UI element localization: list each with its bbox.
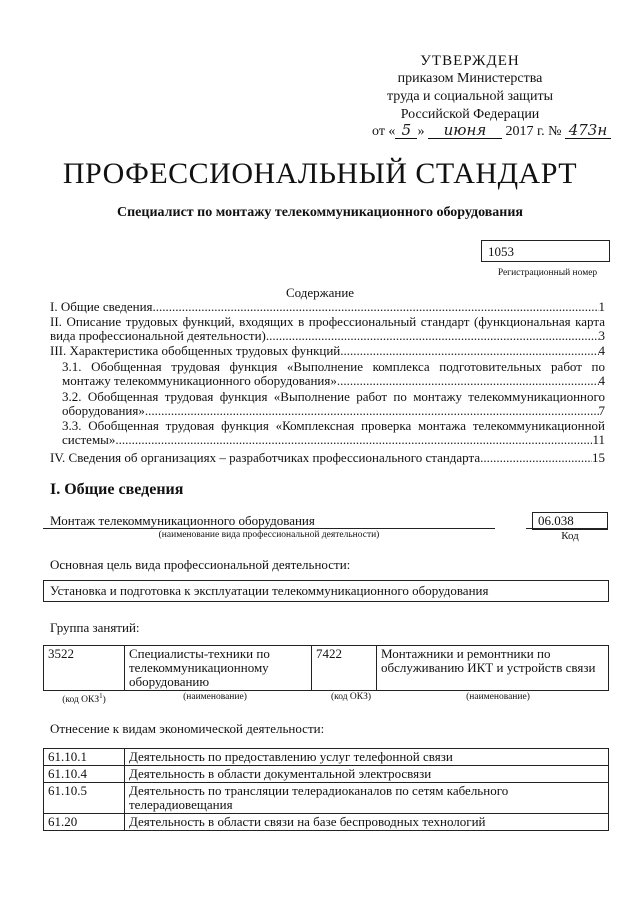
toc-item-text: монтажу телекоммуникационного оборудования» bbox=[62, 373, 337, 388]
toc-item-page: 7 bbox=[598, 403, 605, 418]
toc-item-text: III. Характеристика обобщенных трудовых функций bbox=[50, 343, 341, 358]
date-prefix: от « bbox=[372, 124, 396, 139]
table-row bbox=[44, 783, 609, 814]
toc-item bbox=[50, 451, 605, 465]
occ-caption-code-1: (код ОКЗ$^1$) bbox=[62, 692, 106, 706]
okved-code: 61.10.5 bbox=[44, 783, 125, 814]
toc-item bbox=[62, 360, 605, 388]
occ-name: Специалисты-техники по телекоммуникационному оборудованию bbox=[125, 646, 312, 691]
occ-caption-name-1: (наименование) bbox=[183, 692, 247, 702]
table-row bbox=[44, 766, 609, 783]
occ-name: Монтажники и ремонтники по обслуживанию ИКТ и устройств связи bbox=[377, 646, 609, 691]
section-heading: I. Общие сведения bbox=[50, 481, 184, 498]
toc-item-text: IV. Сведения об организациях – разработчиках профессионального стандарта bbox=[50, 450, 481, 465]
occ-caption-code-2: (код ОКЗ) bbox=[330, 692, 372, 702]
date-year: 2017 г. № bbox=[505, 124, 562, 139]
okved-name: Деятельность в области документальной электросвязи bbox=[125, 766, 609, 783]
approval-line-4: Российской Федерации bbox=[400, 107, 540, 122]
toc-item-line1: 3.1. Обобщенная трудовая функция «Выполнение комплекса подготовительных работ по bbox=[62, 359, 605, 374]
occupations-table bbox=[43, 645, 609, 691]
date-month: июня bbox=[428, 122, 502, 139]
date-day: 5 bbox=[395, 122, 417, 139]
okved-label: Отнесение к видам экономической деятельности: bbox=[50, 721, 325, 736]
occ-code: 3522 bbox=[44, 646, 125, 691]
table-row bbox=[44, 814, 609, 831]
table-row bbox=[44, 749, 609, 766]
toc-heading: Содержание bbox=[285, 285, 355, 300]
toc-item-text: вида профессиональной деятельности) bbox=[50, 328, 266, 343]
okved-code: 61.10.1 bbox=[44, 749, 125, 766]
toc-item-line1: II. Описание трудовых функций, входящих в профессиональный стандарт (функциональная карта bbox=[50, 314, 605, 329]
okved-name: Деятельность в области связи на базе беспроводных технологий bbox=[125, 814, 609, 831]
toc-item-page: 15 bbox=[592, 450, 605, 465]
occ-code: 7422 bbox=[312, 646, 377, 691]
toc-item-page: 4 bbox=[598, 343, 605, 358]
toc-item-text: I. Общие сведения bbox=[50, 299, 153, 314]
toc-item-page: 4 bbox=[598, 373, 605, 388]
okved-table bbox=[43, 748, 609, 831]
document-title: ПРОФЕССИОНАЛЬНЫЙ СТАНДАРТ bbox=[62, 157, 578, 190]
toc-item-text: оборудования» bbox=[62, 403, 145, 418]
okved-name: Деятельность по трансляции телерадиоканалов по сетям кабельного телерадиовещания bbox=[125, 783, 609, 814]
document-subtitle: Специалист по монтажу телекоммуникационного оборудования bbox=[117, 205, 523, 220]
approval-line-2: приказом Министерства bbox=[397, 71, 543, 86]
approval-heading: УТВЕРЖДЕН bbox=[420, 53, 520, 69]
toc-item-page: 3 bbox=[598, 328, 605, 343]
registration-caption: Регистрационный номер bbox=[497, 268, 598, 278]
activity-name: Монтаж телекоммуникационного оборудования bbox=[50, 513, 315, 528]
approval-block bbox=[340, 52, 600, 124]
activity-caption: (наименование вида профессиональной деятельности) bbox=[158, 530, 380, 540]
toc-item-line1: 3.3. Обобщенная трудовая функция «Комплексная проверка монтажа телекоммуникационной bbox=[62, 418, 605, 433]
toc-item-text: системы» bbox=[62, 432, 116, 447]
toc-item bbox=[62, 390, 605, 418]
purpose-box: Установка и подготовка к эксплуатации телекоммуникационного оборудования bbox=[43, 580, 609, 602]
activity-underline bbox=[43, 528, 495, 529]
code-underline bbox=[526, 528, 608, 529]
toc-item bbox=[50, 300, 605, 314]
order-number: 473н bbox=[565, 122, 611, 139]
purpose-label: Основная цель вида профессиональной деятельности: bbox=[50, 557, 351, 572]
approval-date-line bbox=[372, 122, 632, 140]
date-mid: » bbox=[417, 124, 425, 139]
toc-item-page: 1 bbox=[598, 299, 605, 314]
okved-code: 61.10.4 bbox=[44, 766, 125, 783]
registration-number-box: 1053 bbox=[481, 240, 610, 262]
table-row bbox=[44, 646, 609, 691]
occupations-label: Группа занятий: bbox=[50, 620, 140, 635]
toc-item-line1: 3.2. Обобщенная трудовая функция «Выполнение работ по монтажу телекоммуникационного bbox=[62, 389, 605, 404]
toc-item bbox=[50, 315, 605, 343]
toc-item-page: 11 bbox=[592, 432, 605, 447]
toc-item bbox=[62, 419, 605, 447]
approval-line-3: труда и социальной защиты bbox=[387, 89, 553, 104]
toc-item bbox=[50, 344, 605, 358]
activity-code-box: 06.038 bbox=[532, 512, 608, 530]
okved-name: Деятельность по предоставлению услуг телефонной связи bbox=[125, 749, 609, 766]
code-caption: Код bbox=[561, 530, 579, 542]
okved-code: 61.20 bbox=[44, 814, 125, 831]
occ-caption-name-2: (наименование) bbox=[466, 692, 530, 702]
